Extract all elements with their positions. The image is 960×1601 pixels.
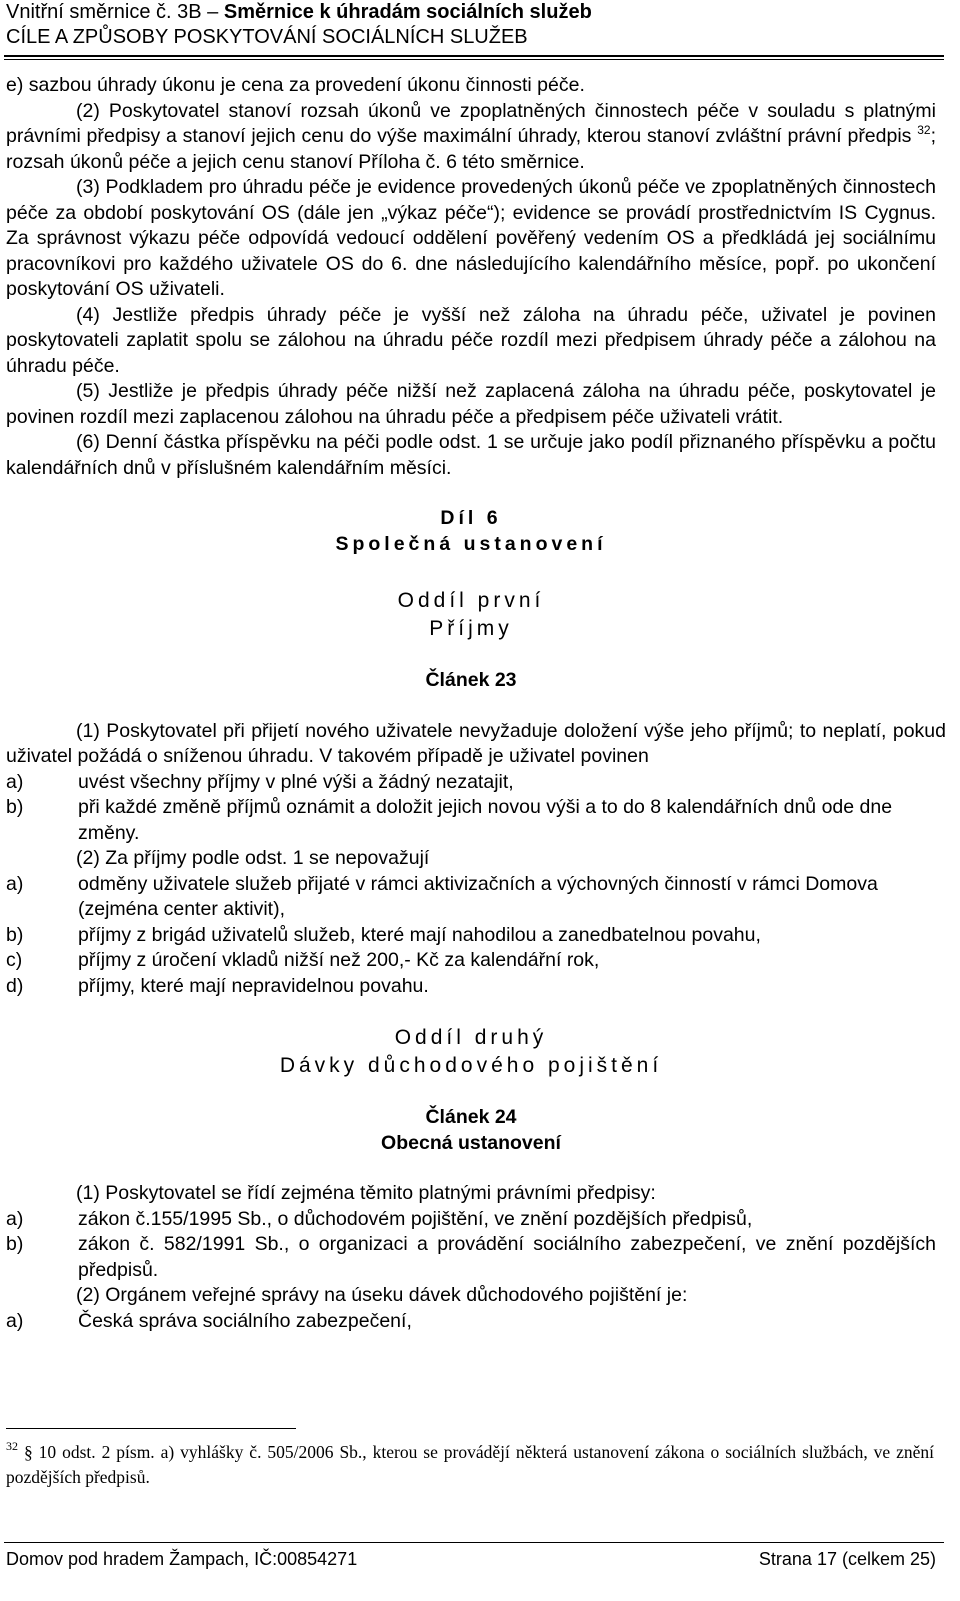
list-item-text: odměny uživatele služeb přijaté v rámci aktivizačních a výchovných činností v rámci Domova (zejména center aktivit), [78,872,878,920]
list-item [6,948,936,974]
article-23-heading: Článek 23 [425,669,517,691]
article-24-list-1 [6,1207,936,1284]
article-24-heading: Článek 24 [425,1106,517,1128]
list-item [6,872,936,923]
paragraph-3: (3) Podkladem pro úhradu péče je evidence provedených úkonů péče ve zpoplatněných činnostech péče za období poskytování OS (dále jen „výkaz péče“); evidence se provádí prostřednictvím IS Cygnus. Za správnost výkazu péče odpovídá vedoucí oddělení pověřený vedením OS a předkládá jej sociálnímu pracovníkovi pro každého uživatele OS do 6. dne následujícího kalendářního měsíce, popř. po ukončení poskytování OS uživateli. [6,176,936,300]
list-marker: a) [6,1207,24,1230]
list-item-text: příjmy z brigád uživatelů služeb, které mají nahodilou a zanedbatelnou povahu, [78,923,761,946]
paragraph-2 [6,99,936,176]
section-1-title: Příjmy [429,617,513,640]
list-item-text: zákon č.155/1995 Sb., o důchodovém pojištění, ve znění pozdějších předpisů, [78,1207,753,1230]
article-24-title: Obecná ustanovení [381,1131,561,1154]
list-item-text: příjmy z úročení vkladů nižší než 200,- Kč za kalendářní rok, [78,949,600,971]
page-footer [6,1545,936,1573]
paragraph-5: (5) Jestliže je předpis úhrady péče nižší než zaplacená záloha na úhradu péče, poskytovatel je povinen rozdíl mezi zaplacenou zálohou na úhradu péče a předpisem péče uživateli vrátit. [6,380,936,428]
list-item-text: příjmy, které mají nepravidelnou povahu. [78,974,429,997]
list-item [6,1309,936,1335]
article-24-paragraph-1: (1) Poskytovatel se řídí zejména těmito platnými právními předpisy: [76,1182,656,1204]
paragraph-2-text-end: ; rozsah úkonů péče a jejich cenu stanoví Příloha č. 6 této směrnice. [6,125,936,173]
list-marker: c) [6,949,23,971]
footnote-ref[interactable]: 32 [917,123,931,137]
paragraph-4: (4) Jestliže předpis úhrady péče je vyšší než záloha na úhradu péče, uživatel je povinen poskytovateli zaplatit spolu se zálohou na úhradu péče rozdíl mezi předpisem úhrady péče a zálohou na úhradu péče. [6,303,936,377]
paragraph-2-text: (2) Poskytovatel stanoví rozsah úkonů ve zpoplatněných činnostech péče v souladu s platnými právními předpisy a stanoví jejich cenu do výše maximální úhrady, kterou stanoví zvláštní právní předpis [6,99,936,147]
page-number: Strana 17 (celkem 25) [758,1549,936,1569]
header-line-1 [6,0,946,25]
header-prefix: Vnitřní směrnice č. 3B – [6,1,224,23]
list-item-text: uvést všechny příjmy v plné výši a žádný nezatajit, [78,770,514,793]
header-title: Směrnice k úhradám sociálních služeb [223,1,592,23]
document-body [6,73,946,1334]
item-e: e) sazbou úhrady úkonu je cena za provedení úkonu činnosti péče. [6,74,585,96]
list-item-text: Česká správa sociálního zabezpečení, [78,1309,412,1332]
footnote [6,1440,934,1490]
part-title: Společná ustanovení [335,532,607,555]
list-item [6,795,936,846]
footer-rule [4,1542,944,1543]
section-1-heading: Oddíl první [397,589,545,612]
list-marker: d) [6,974,24,997]
list-marker: b) [6,1233,24,1255]
header-rule-thin [4,59,944,60]
article-23-list-1 [6,770,936,847]
article-24-list-2 [6,1309,936,1335]
paragraph-6: (6) Denní částka příspěvku na péči podle odst. 1 se určuje jako podíl přiznaného příspěvku a počtu kalendářních dnů v příslušném kalendářním měsíci. [6,431,936,479]
list-item [6,1207,936,1233]
list-item-text: při každé změně příjmů oznámit a doložit jejich novou výši a to do 8 kalendářních dnů ode dne změny. [78,796,893,844]
list-marker: a) [6,1309,24,1332]
list-item [6,974,936,1000]
footer-organization: Domov pod hradem Žampach, IČ:00854271 [6,1549,358,1569]
header-line-2: CÍLE A ZPŮSOBY POSKYTOVÁNÍ SOCIÁLNÍCH SLUŽEB [6,26,528,48]
section-2-heading: Oddíl druhý [394,1026,548,1049]
article-24-paragraph-2: (2) Orgánem veřejné správy na úseku dávek důchodového pojištění je: [76,1284,688,1306]
part-heading: Díl 6 [440,507,502,529]
list-marker: b) [6,796,24,818]
list-item [6,923,936,949]
section-2-title: Dávky důchodového pojištění [279,1054,663,1077]
article-23-paragraph-1: (1) Poskytovatel při přijetí nového uživatele nevyžaduje doložení výše jeho příjmů; to neplatí, pokud uživatel požádá o sníženou úhradu. V takovém případě je uživatel povinen [6,719,946,767]
header-rule [4,55,944,57]
list-marker: a) [6,770,24,793]
list-marker: a) [6,872,24,895]
page-header [6,0,946,50]
list-item [6,770,936,796]
footnote-separator [6,1428,296,1429]
article-23-list-2 [6,872,936,1000]
list-item [6,1232,936,1283]
list-item-text: zákon č. 582/1991 Sb., o organizaci a provádění sociálního zabezpečení, ve znění pozdějších předpisů. [78,1233,936,1281]
footnote-text: § 10 odst. 2 písm. a) vyhlášky č. 505/2006 Sb., kterou se provádějí některá ustanovení zákona o sociálních službách, ve znění pozdějších předpisů. [6,1442,934,1487]
article-23-paragraph-2: (2) Za příjmy podle odst. 1 se nepovažují [76,847,430,869]
list-marker: b) [6,923,24,946]
footnote-number: 32 [6,1439,18,1453]
